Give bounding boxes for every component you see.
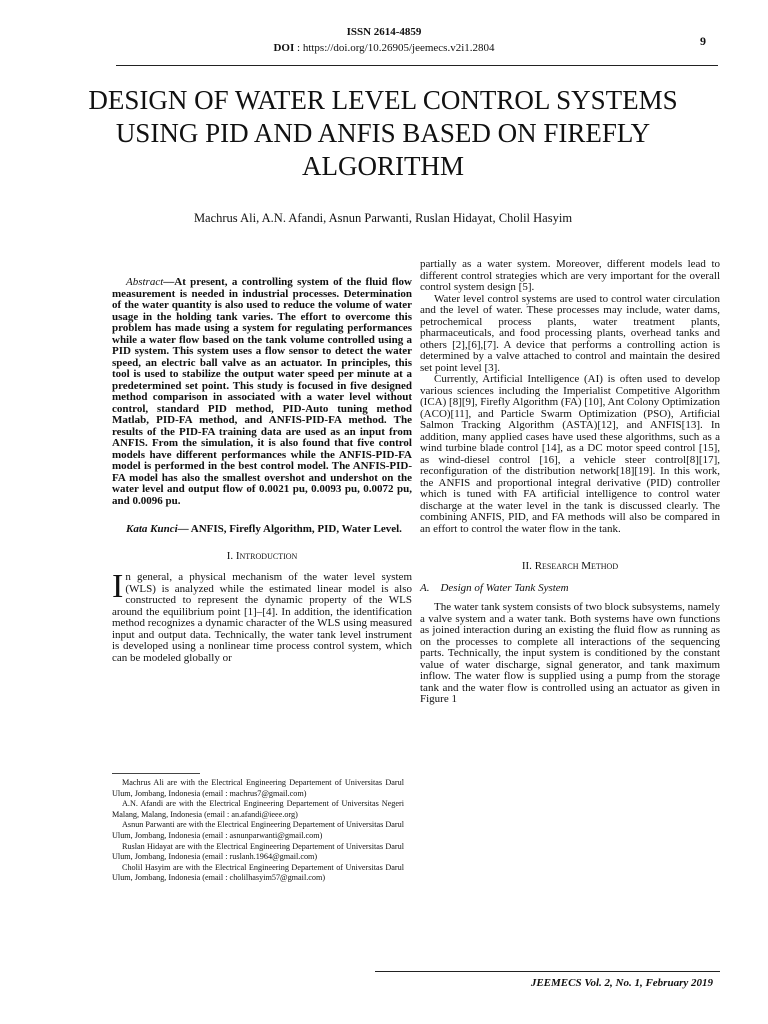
author-footnotes	[112, 778, 404, 884]
footnote: Cholil Hasyim are with the Electrical Engineering Departement of Universitas Darul Ulum, Jombang, Indonesia (email : cholilhasyim57@gmail.com)	[112, 862, 404, 883]
paragraph: The water tank system consists of two block subsystems, namely a valve system and a water tank. Both systems have own functions as joined interaction during an existing the fluid flow as running as on the processes to complete all interactions of the sequencing parts. Technically, the input system is conditioned by the constant value of water discharge, signal generator, and tank maximum inflow. The water flow is supplied using a pump from the storage tank and the water flow is controlled using an actuator as given in Figure 1	[420, 601, 720, 705]
footnote: A.N. Afandi are with the Electrical Engineering Departement of Universitas Negeri Malang, Malang, Indonesia (email : an.afandi@ieee.org)	[112, 799, 404, 819]
header-rule	[116, 65, 718, 66]
footer-rule	[375, 971, 720, 972]
keywords-label: Kata Kunci	[126, 523, 178, 535]
section-number: I.	[226, 549, 234, 562]
paragraph: Water level control systems are used to control water circulation and the level of water. These processes may include, water dams, petrochemical process plants, water treatment plants, pharmaceuticals, and food processing plants, overhead tanks and others [2],[6],[7]. A device that performs a controlling action is determined by a valve attached to control and maintain the desired set point level [3].	[420, 292, 720, 374]
subsection-title: Design of Water Tank System	[440, 581, 569, 594]
paragraph: partially as a water system. Moreover, different models lead to different control strategies which are very important for the overall control system design [5].	[420, 258, 720, 293]
author-list: Machrus Ali, A.N. Afandi, Asnun Parwanti, Ruslan Hidayat, Cholil Hasyim	[193, 211, 573, 225]
doi-label: DOI	[273, 42, 295, 54]
abstract-label: Abstract	[126, 276, 164, 288]
left-column	[112, 277, 412, 664]
doi-header	[0, 42, 768, 54]
journal-footer: JEEMECS Vol. 2, No. 1, February 2019	[530, 977, 713, 989]
section-title: Research Method	[534, 560, 619, 572]
abstract	[112, 277, 412, 507]
paragraph: Currently, Artificial Intelligence (AI) is often used to develop various sciences including the Imperialist Competitive Algorithm (ICA) [8][9], Firefly Algorithm (FA) [10], Ant Colony Optimization (ACO)[11], and Particle Swarm Optimization (PSO), Artificial Salmon Tracking Algorithm (ASTA)[12], and ANFIS[13]. In addition, many applied cases have used these algorithms, such as a wind turbine blade control [14], as a DC motor speed control [15], as wind-diesel control [16], a vehicle steer control[8][17], reconfiguration of the distribution network[18][19]. In this work, the ANFIS and proportional integral derivative (PID) controller which is tuned with FA artificial intelligence to control water discharge at the water level in the tank is discussed clearly. The combining ANFIS, PID, and FA methods will also be compared in an effort to control the water flow in the tank.	[420, 373, 720, 535]
intro-paragraph	[112, 568, 412, 664]
section-number: II.	[521, 560, 532, 572]
footnote: Asnun Parwanti are with the Electrical Engineering Departement of Universitas Darul Ulum, Jombang, Indonesia (email : asnunparwanti@gmail.com)	[112, 820, 404, 840]
footnote: Machrus Ali are with the Electrical Engineering Departement of Universitas Darul Ulum, Jombang, Indonesia (email : machrus7@gmail.com)	[112, 778, 404, 798]
abstract-text: —At present, a controlling system of the fluid flow measurement is needed in industrial processes. Determination of the water quantity is also used to reduce the volume of water usage in the holding tank varies. The effort to overcome this problem has made using a system for regulating performances while a water flow based on the tank volume controlled using a PID system. This system uses a flow sensor to detect the water speed, an electric ball valve as an actuator. In principles, this tool is used to stabilize the output water speed per minute at a predetermined set point. This study is focused in five designed method comparison in associated with a water level without control, standard PID method, PID-Auto tuning method Matlab, PID-FA method, and ANFIS-PID-FA method. The results of the PID-FA training data are used as an input from ANFIS. From the simulation, it is also found that five control models have different performances while the ANFIS-PID-FA model is performed in the best control model. The ANFIS-PID-FA model has also the smallest overshot and undershot on the water level and output flow of 0.0021 pu, 0.0093 pu, 0.0072 pu, and 0.0096 pu.	[112, 276, 412, 507]
right-column	[420, 259, 720, 706]
section-heading-introduction	[112, 551, 412, 563]
paper-title: DESIGN OF WATER LEVEL CONTROL SYSTEMS USING PID AND ANFIS BASED ON FIREFLY ALGORITHM	[88, 85, 678, 181]
subsection-heading	[420, 583, 720, 595]
footnote: Ruslan Hidayat are with the Electrical Engineering Departement of Universitas Darul Ulum, Jombang, Indonesia (email : ruslanh.1964@gmail.com)	[112, 841, 404, 862]
footnote-rule	[112, 773, 200, 774]
keywords-text: — ANFIS, Firefly Algorithm, PID, Water Level.	[177, 523, 402, 535]
keywords	[112, 524, 412, 536]
issn-header: ISSN 2614-4859	[346, 26, 422, 38]
subsection-label: A.	[420, 581, 430, 594]
section-heading-research-method	[420, 561, 720, 573]
drop-cap: I	[112, 568, 124, 605]
page-number: 9	[700, 34, 706, 48]
doi-link[interactable]: : https://doi.org/10.26905/jeemecs.v2i1.2804	[297, 42, 495, 54]
section-title: Introduction	[235, 549, 298, 562]
intro-text: n general, a physical mechanism of the water level system (WLS) is analyzed while the estimated linear model is also constructed to represent the dynamic property of the WLS around the equilibrium point [1]–[4]. In addition, the identification method recognizes a dynamic character of the WLS using measured input and output data. Technically, the water tank level instrument is developed using a nonlinear time process control system, which can be modeled globally or	[112, 571, 412, 664]
